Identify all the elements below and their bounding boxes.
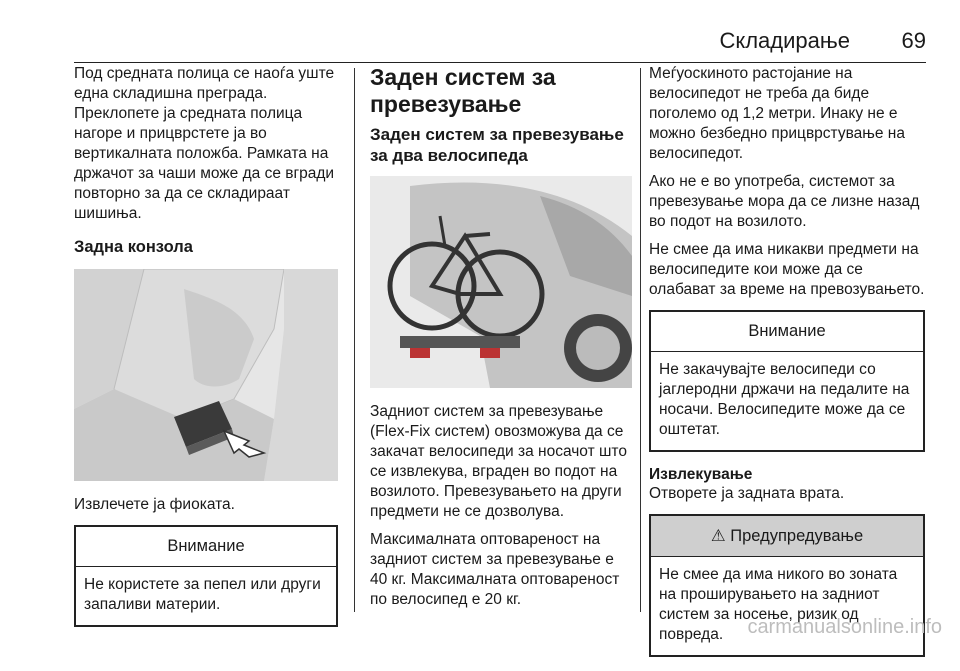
section-subheading: Заден систем за превезување за два велосипеда [370, 125, 624, 165]
warning-title-bar [651, 516, 923, 557]
column-left [74, 64, 338, 641]
warning-triangle-icon: ⚠ [710, 527, 726, 545]
column-right [649, 64, 925, 671]
column-middle [370, 64, 632, 618]
warning-body: Не смее да има никого во зоната на проширувањето на задниот систем за носење, ризик од повреда. [659, 566, 898, 643]
watermark: carmanualsonline.info [747, 616, 942, 638]
notice-title: Внимание [651, 312, 923, 352]
notice-body: Не користете за пепел или други запаливи материи. [84, 576, 321, 613]
carrier-load: Максималната оптовареност на задниот систем за превезување е 40 кг. Максималната оптовареност по велосипед е 20 кг. [370, 531, 620, 608]
stow-paragraph: Ако не е во употреба, системот за превезување мора да се лизне назад во подот на возилото. [649, 173, 920, 230]
page-header [74, 28, 926, 56]
bike-carrier-illustration [370, 176, 632, 388]
console-heading: Задна конзола [74, 238, 193, 256]
column-divider-1 [354, 68, 355, 612]
intro-paragraph: Под средната полица се наоѓа уште една складишна преграда. Преклопете ја средната полица нагоре и прицврстете ја во вертикалната положба. Рамката на држачот за чаши може да се вгради повторно за да се складираат шишиња. [74, 65, 335, 222]
page-number: 69 [901, 28, 926, 53]
warning-title: Предупредување [730, 527, 864, 545]
column-divider-2 [640, 68, 641, 612]
notice-box-carbon [649, 310, 925, 452]
carrier-description: Задниот систем за превезување (Flex-Fix систем) овозможува да се закачат велосипеди за носачот што се извлекува, вграден во подот на возилото. Превезувањето на други предмети не се дозволува. [370, 403, 627, 520]
header-rule [74, 62, 926, 63]
figure-caption: Извлечете ја фиоката. [74, 496, 235, 513]
wheelbase-paragraph: Меѓуоскиното растојание на велосипедот не треба да биде поголемо од 1,2 метри. Инаку не е можно безбедно прицврстување на велосипедот. [649, 65, 905, 162]
notice-box-ashes [74, 525, 338, 627]
notice-body: Не закачувајте велосипеди со јаглеродни држачи на педалите на носачи. Велосипедите може да се оштетат. [659, 361, 910, 438]
bike-carrier-drawing [370, 176, 632, 388]
section-title: Складирање [719, 28, 850, 53]
removal-heading: Извлекување [649, 466, 753, 483]
section-heading: Заден систем за превезување [370, 64, 556, 117]
loose-items-paragraph: Не смее да има никакви предмети на велосипедите кои може да се олабават за време на превозувањето. [649, 241, 925, 298]
removal-text: Отворете ја задната врата. [649, 485, 845, 502]
drawer-drawing [74, 269, 338, 481]
notice-title: Внимание [76, 527, 336, 567]
rear-console-illustration [74, 269, 338, 481]
